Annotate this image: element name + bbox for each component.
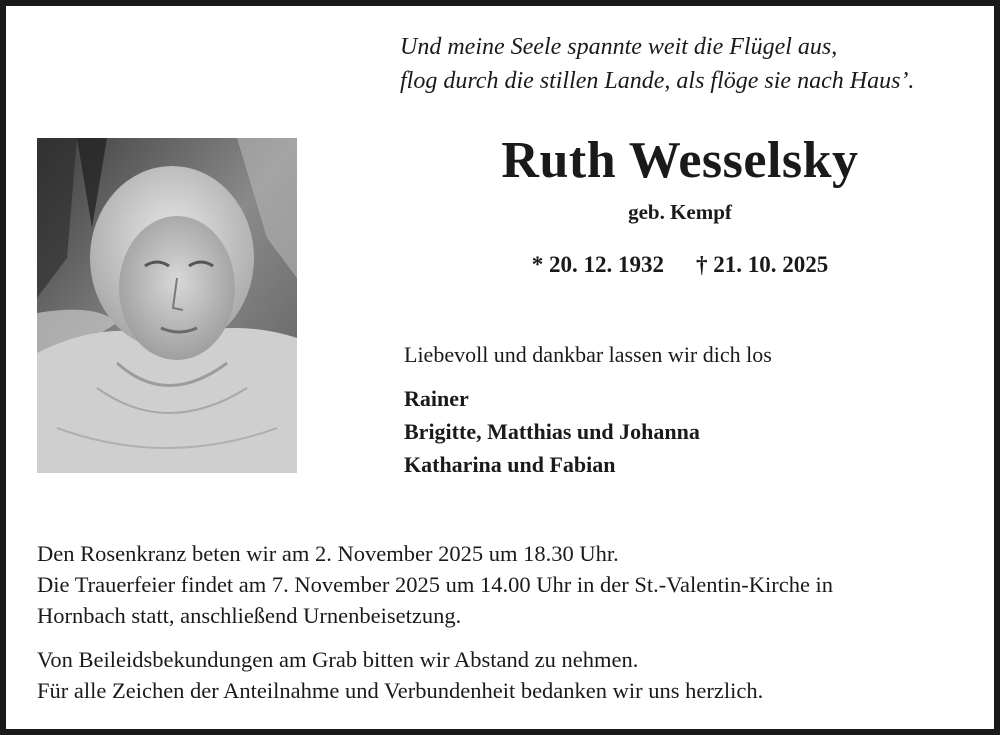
poem-line-2: flog durch die stillen Lande, als flöge sie nach Haus’. (400, 68, 915, 94)
death-date: † 21. 10. 2025 (696, 252, 829, 277)
poem (400, 30, 980, 98)
poem-line-1: Und meine Seele spannte weit die Flügel aus, (400, 34, 838, 60)
birth-date: * 20. 12. 1932 (531, 252, 664, 277)
service-line: Die Trauerfeier findet am 7. November 2025 um 14.00 Uhr in der St.-Valentin-Kirche in (37, 572, 834, 597)
mourner-line: Brigitte, Matthias und Johanna (404, 419, 700, 444)
closing-note (37, 644, 967, 706)
portrait-image (37, 138, 297, 473)
mourner-line: Katharina und Fabian (404, 452, 616, 477)
deceased-name: Ruth Wesselsky (501, 132, 859, 189)
mourner-line: Rainer (404, 386, 469, 411)
service-info (37, 538, 967, 631)
farewell-text: Liebevoll und dankbar lassen wir dich los (404, 342, 772, 367)
portrait-photo (37, 138, 297, 473)
life-dates (400, 250, 960, 280)
mourners-list (404, 382, 700, 481)
maiden-name: geb. Kempf (628, 200, 732, 224)
service-line: Den Rosenkranz beten wir am 2. November 2025 um 18.30 Uhr. (37, 541, 619, 566)
closing-line: Für alle Zeichen der Anteilnahme und Verbundenheit bedanken wir uns herzlich. (37, 678, 764, 703)
closing-line: Von Beileidsbekundungen am Grab bitten wir Abstand zu nehmen. (37, 647, 639, 672)
service-line: Hornbach statt, anschließend Urnenbeisetzung. (37, 603, 462, 628)
